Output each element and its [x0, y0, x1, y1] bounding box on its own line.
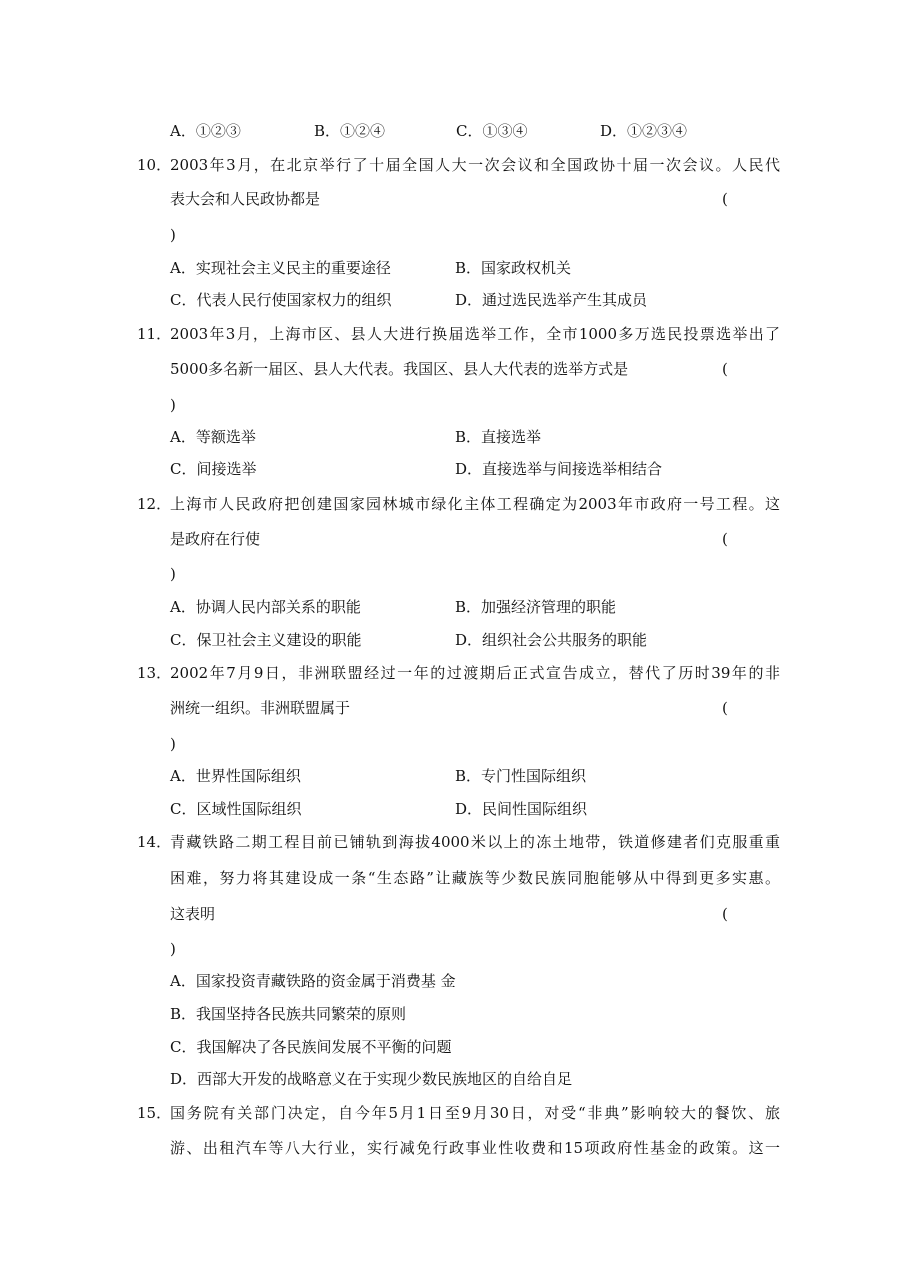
q13-answer-paren-close: ): [170, 735, 176, 753]
q13-option-c: C．区域性国际组织: [170, 800, 302, 818]
q14-stem-line2: 困难，努力将其建设成一条“生态路”让藏族等少数民族同胞能够从中得到更多实惠。: [170, 869, 780, 887]
q14-option-a: A．国家投资青藏铁路的资金属于消费基 金: [170, 972, 456, 990]
q10-option-a: A．实现社会主义民主的重要途径: [170, 259, 391, 277]
q14-answer-paren-open: (: [722, 905, 728, 923]
q11-stem-line1: 2003年3月，上海市区、县人大进行换届选举工作，全市1000多万选民投票选举出了: [170, 325, 780, 343]
q10-option-d: D．通过选民选举产生其成员: [455, 291, 648, 309]
q14-number: 14．: [137, 833, 172, 851]
q14-option-b: B．我国坚持各民族共同繁荣的原则: [170, 1005, 407, 1023]
q13-number: 13．: [137, 664, 172, 682]
q9-option-c: C．①③④: [456, 122, 528, 140]
q15-stem-line2: 游、出租汽车等八大行业，实行减免行政事业性收费和15项政府性基金的政策。这一: [170, 1139, 780, 1157]
q13-option-d: D．民间性国际组织: [455, 800, 588, 818]
q13-stem-line1: 2002年7月9日，非洲联盟经过一年的过渡期后正式宣告成立，替代了历时39年的非: [170, 664, 780, 682]
q10-option-c: C．代表人民行使国家权力的组织: [170, 291, 392, 309]
q13-option-a: A．世界性国际组织: [170, 767, 301, 785]
q10-stem-line2: 表大会和人民政协都是: [170, 190, 321, 208]
q11-option-c: C．间接选举: [170, 460, 257, 478]
q11-option-a: A．等额选举: [170, 428, 256, 446]
q15-stem-line1: 国务院有关部门决定，自今年5月1日至9月30日，对受“非典”影响较大的餐饮、旅: [170, 1104, 780, 1122]
q10-option-b: B．国家政权机关: [455, 259, 572, 277]
q12-stem-line1: 上海市人民政府把创建国家园林城市绿化主体工程确定为2003年市政府一号工程。这: [170, 495, 780, 513]
q14-option-d: D．西部大开发的战略意义在于实现少数民族地区的自给自足: [170, 1070, 573, 1088]
q12-stem-line2: 是政府在行使: [170, 530, 261, 548]
q14-stem-line3: 这表明: [170, 905, 216, 923]
q12-answer-paren-close: ): [170, 565, 176, 583]
q9-option-a: A．①②③: [170, 122, 241, 140]
q13-stem-line2: 洲统一组织。非洲联盟属于: [170, 699, 351, 717]
q11-answer-paren-open: (: [722, 360, 728, 378]
q14-answer-paren-close: ): [170, 940, 176, 958]
q10-stem-line1: 2003年3月，在北京举行了十届全国人大一次会议和全国政协十届一次会议。人民代: [170, 156, 780, 174]
q12-option-d: D．组织社会公共服务的职能: [455, 631, 648, 649]
q13-option-b: B．专门性国际组织: [455, 767, 587, 785]
q9-option-b: B．①②④: [314, 122, 386, 140]
q10-answer-paren-close: ): [170, 226, 176, 244]
q10-number: 10．: [137, 156, 172, 174]
q13-answer-paren-open: (: [722, 699, 728, 717]
q11-answer-paren-close: ): [170, 396, 176, 414]
q11-number: 11．: [137, 325, 172, 343]
q12-option-c: C．保卫社会主义建设的职能: [170, 631, 362, 649]
q14-option-c: C．我国解决了各民族间发展不平衡的问题: [170, 1038, 452, 1056]
q12-answer-paren-open: (: [722, 530, 728, 548]
q12-option-b: B．加强经济管理的职能: [455, 598, 617, 616]
q10-answer-paren-open: (: [722, 190, 728, 208]
q9-option-d: D．①②③④: [600, 122, 688, 140]
q11-option-b: B．直接选举: [455, 428, 542, 446]
q11-option-d: D．直接选举与间接选举相结合: [455, 460, 663, 478]
q12-option-a: A．协调人民内部关系的职能: [170, 598, 361, 616]
q14-stem-line1: 青藏铁路二期工程目前已铺轨到海拔4000米以上的冻土地带，铁道修建者们克服重重: [170, 833, 780, 851]
q12-number: 12．: [137, 495, 172, 513]
q11-stem-line2: 5000多名新一届区、县人大代表。我国区、县人大代表的选举方式是: [170, 360, 629, 378]
q15-number: 15．: [137, 1104, 172, 1122]
